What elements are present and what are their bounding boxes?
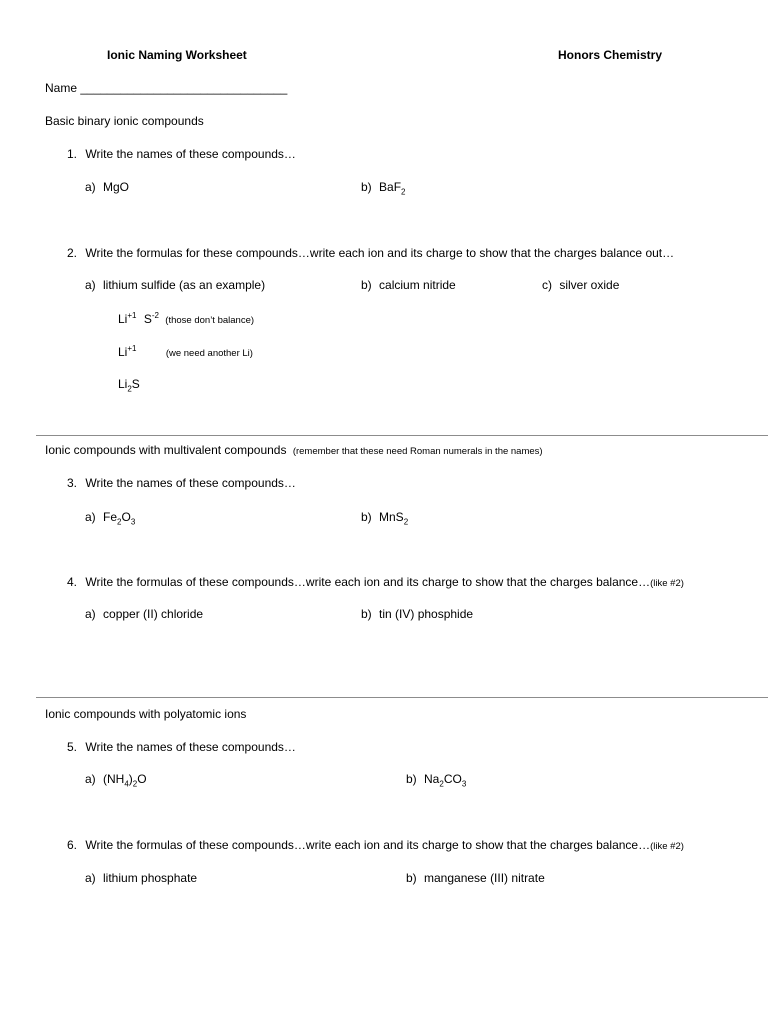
formula-subscript: 2 [132, 779, 138, 789]
ion-symbol: Li [118, 312, 128, 326]
item-letter: a) [85, 772, 96, 786]
ion-charge: +1 [127, 344, 137, 353]
question-suffix: (like #2) [650, 841, 684, 852]
formula-part: (NH [103, 772, 125, 786]
formula-subscript: 3 [461, 779, 467, 789]
formula-part: O [137, 772, 147, 786]
question-number: 4. [67, 575, 78, 589]
example-note: (we need another Li) [165, 348, 253, 359]
formula-part: MnS [379, 510, 404, 524]
example-line-2 [118, 345, 253, 361]
formula-nh4-2o [103, 772, 147, 789]
formula-subscript: 3 [130, 517, 136, 527]
section-note: (remember that these need Roman numerals in the names) [292, 446, 543, 457]
question-prompt: Write the formulas of these compounds…write each ion and its charge to show that the charges balance… [85, 575, 651, 589]
q5-item-b [406, 772, 467, 789]
item-text: silver oxide [559, 278, 620, 292]
q1-item-b [361, 180, 406, 197]
formula-subscript: 2 [401, 187, 406, 197]
q2-item-c [542, 278, 619, 292]
q2-item-b [361, 278, 456, 292]
question-number: 6. [67, 838, 78, 852]
q3-item-b [361, 510, 409, 527]
question-1 [67, 147, 296, 161]
ion-symbol: S [143, 312, 152, 326]
formula-subscript: 2 [117, 517, 122, 527]
example-note: (those don’t balance) [165, 315, 255, 326]
q6-item-a [85, 871, 197, 885]
question-4 [67, 575, 684, 591]
section-heading-multivalent [45, 443, 543, 459]
formula-subscript: 2 [439, 779, 444, 789]
question-prompt: Write the names of these compounds… [85, 476, 296, 490]
item-letter: b) [406, 772, 417, 786]
course-name: Honors Chemistry [558, 48, 663, 62]
item-text: copper (II) chloride [103, 607, 204, 621]
question-2 [67, 246, 674, 260]
ion-charge: -2 [151, 311, 159, 320]
question-prompt: Write the formulas for these compounds…write each ion and its charge to show that the charges balance out… [85, 246, 675, 260]
formula-part: O [121, 510, 131, 524]
formula-fe2o3 [103, 510, 136, 527]
question-prompt: Write the formulas of these compounds…write each ion and its charge to show that the charges balance… [85, 838, 651, 852]
item-text: lithium phosphate [103, 871, 198, 885]
question-number: 1. [67, 147, 78, 161]
item-text: calcium nitride [379, 278, 456, 292]
item-letter: b) [406, 871, 417, 885]
question-5 [67, 740, 296, 754]
formula-mns2 [379, 510, 409, 527]
q4-item-b [361, 607, 473, 621]
formula-subscript: 4 [124, 779, 129, 789]
formula-part: Li [118, 377, 128, 391]
formula-na2co3 [424, 772, 467, 789]
section-divider [36, 435, 768, 436]
formula-part: BaF [379, 180, 402, 194]
q5-item-a [85, 772, 147, 789]
formula-part: S [131, 377, 140, 391]
example-line-1 [118, 312, 254, 328]
section-heading-binary: Basic binary ionic compounds [45, 114, 204, 128]
q3-item-a [85, 510, 136, 527]
question-number: 5. [67, 740, 78, 754]
item-letter: c) [542, 278, 552, 292]
formula-part: Na [424, 772, 440, 786]
question-prompt: Write the names of these compounds… [85, 147, 296, 161]
example-line-3 [118, 377, 140, 394]
q4-item-a [85, 607, 203, 621]
q6-item-b [406, 871, 545, 885]
question-suffix: (like #2) [650, 578, 684, 589]
worksheet-title: Ionic Naming Worksheet [107, 48, 247, 62]
item-letter: a) [85, 871, 96, 885]
item-letter: a) [85, 607, 96, 621]
q2-item-a [85, 278, 265, 292]
formula-subscript: 2 [403, 517, 409, 527]
question-6 [67, 838, 684, 854]
formula-part: ) [128, 772, 133, 786]
name-blank-line: _______________________________ [80, 81, 288, 95]
section-heading-polyatomic: Ionic compounds with polyatomic ions [45, 707, 247, 721]
name-label: Name [45, 81, 78, 95]
formula-part: Fe [103, 510, 118, 524]
item-letter: b) [361, 510, 372, 524]
item-text: manganese (III) nitrate [424, 871, 545, 885]
formula-mgo: MgO [103, 180, 130, 194]
formula-subscript: 2 [127, 384, 132, 394]
section-heading-text: Ionic compounds with multivalent compounds [45, 443, 287, 457]
question-number: 2. [67, 246, 78, 260]
formula-baf2 [379, 180, 406, 197]
item-letter: a) [85, 278, 96, 292]
item-letter: b) [361, 607, 372, 621]
ion-charge: +1 [127, 311, 137, 320]
question-number: 3. [67, 476, 78, 490]
item-letter: b) [361, 180, 372, 194]
ion-symbol: Li [118, 345, 128, 359]
question-prompt: Write the names of these compounds… [85, 740, 296, 754]
item-text: lithium sulfide (as an example) [103, 278, 266, 292]
q1-item-a [85, 180, 129, 194]
name-field[interactable] [45, 81, 287, 95]
item-letter: a) [85, 180, 96, 194]
item-letter: b) [361, 278, 372, 292]
formula-part: CO [443, 772, 462, 786]
item-text: tin (IV) phosphide [379, 607, 474, 621]
item-letter: a) [85, 510, 96, 524]
section-divider [36, 697, 768, 698]
question-3 [67, 476, 296, 490]
